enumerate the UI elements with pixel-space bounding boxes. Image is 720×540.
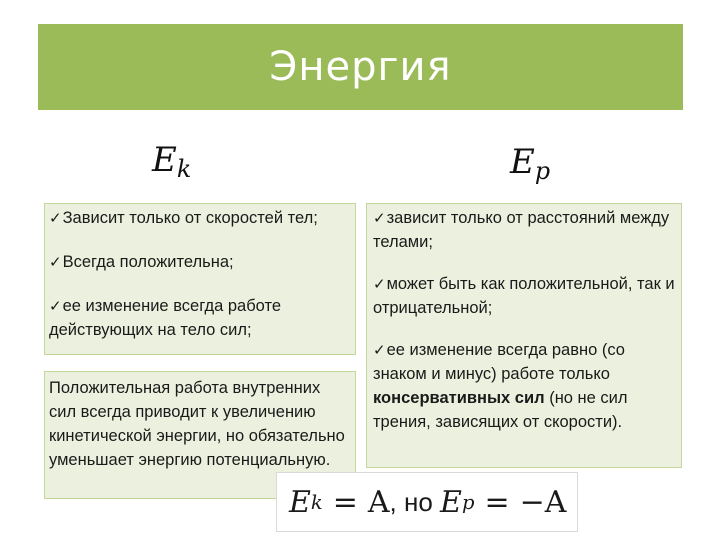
checkmark-icon: ✓ (373, 275, 386, 293)
slide-title: Энергия (269, 44, 452, 90)
checkmark-icon: ✓ (49, 253, 62, 271)
kinetic-properties-box (44, 203, 356, 355)
checkmark-icon: ✓ (49, 297, 62, 315)
list-item: ✓Зависит только от скоростей тел; (49, 209, 318, 227)
checkmark-icon: ✓ (49, 209, 62, 227)
list-item: ✓ее изменение всегда работе действующих на тело сил; (49, 297, 282, 339)
kinetic-energy-symbol: $E_k$ (152, 140, 192, 183)
list-item: ✓Всегда положительна; (49, 253, 234, 271)
energy-equation: E k = A , но E p = −A (276, 472, 578, 532)
list-item: ✓зависит только от расстояний между телами; (373, 209, 670, 251)
list-item: ✓ее изменение всегда равно (со знаком и минус) работе только консервативных сил (но не сил трения, зависящих от скорости). (373, 341, 628, 431)
title-bar (38, 24, 683, 110)
list-item: ✓может быть как положительной, так и отрицательной; (373, 275, 675, 317)
checkmark-icon: ✓ (373, 341, 386, 359)
checkmark-icon: ✓ (373, 209, 386, 227)
conservative-forces-emphasis: консервативных сил (373, 389, 545, 407)
potential-properties-box (366, 203, 682, 468)
note-text: Положительная работа внутренних сил всегда приводит к увеличению кинетической энергии, но обязательно уменьшает энергию потенциальную. (49, 379, 345, 469)
potential-energy-symbol: $E_p$ (510, 142, 551, 185)
